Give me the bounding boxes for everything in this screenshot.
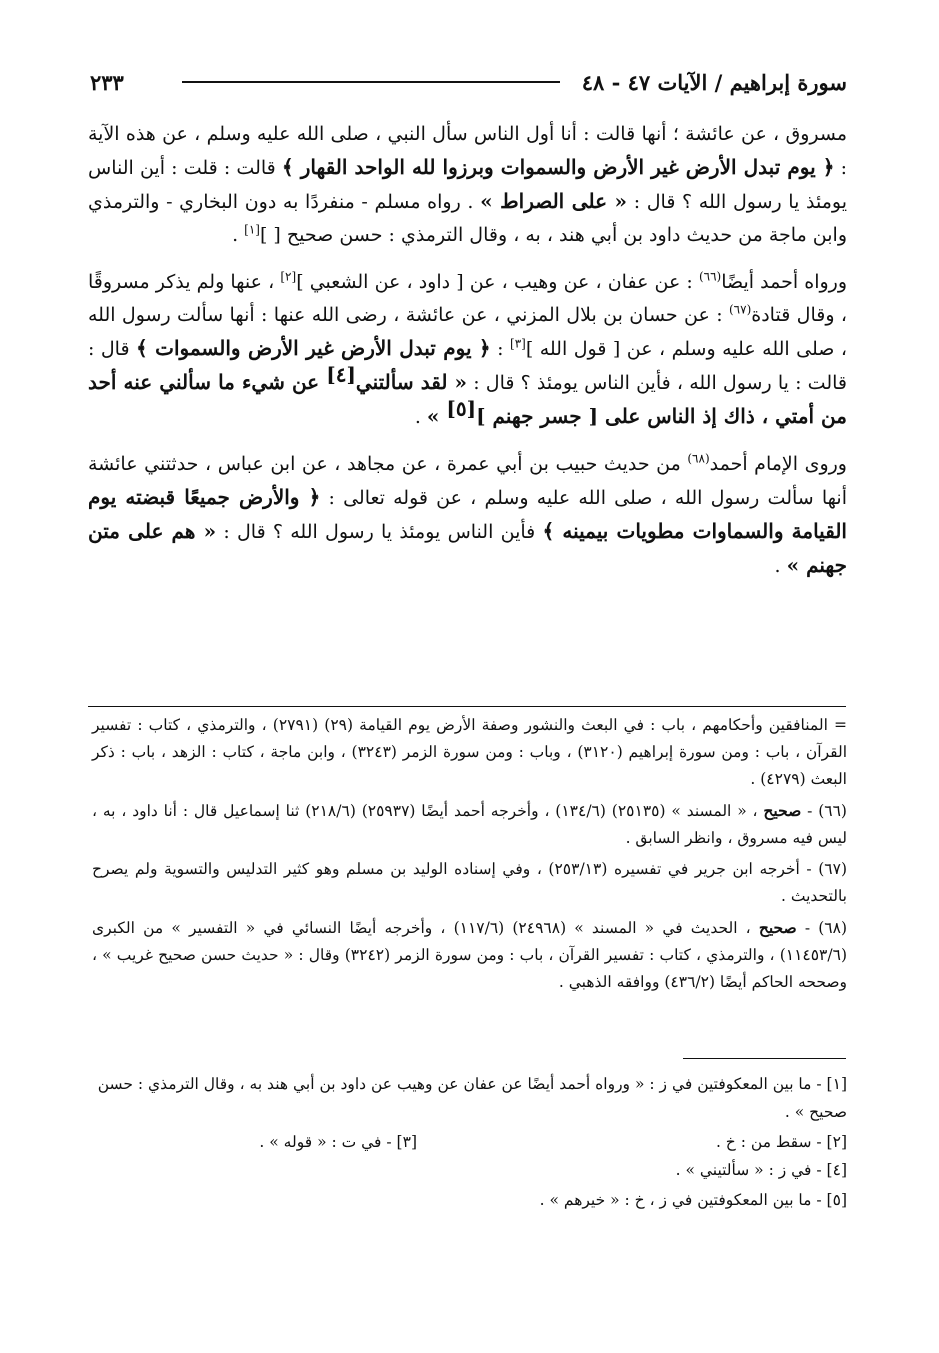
paragraph-3 [88, 448, 847, 583]
quran-quote: ﴿ يوم تبدل الأرض غير الأرض والسموات ﴾ [136, 336, 491, 360]
main-text [88, 118, 847, 597]
grade-label: صحيح [758, 918, 797, 937]
text-run: قالت : قلت : أين الناس يومئذ يا رسول الله ؟ قال : [88, 157, 847, 213]
variant-row [92, 1128, 847, 1156]
hadith-quote: « لقد سألتني [355, 370, 468, 394]
text-run: . [774, 555, 787, 577]
variant-ref: [٥] [446, 396, 477, 421]
quran-quote: ﴿ والأرض جميعًا قبضته يوم القيامة والسماوات مطويات بيمينه ﴾ [88, 485, 847, 543]
footnote-68 [92, 914, 847, 996]
paragraph-1 [88, 118, 847, 252]
footnote-67: (٦٧) - أخرجه ابن جرير في تفسيره (٢٥٣/١٣) ، وفي إسناده الوليد بن مسلم وهو كثير التدليس والتسوية ولم يصرح بالتحديث . [92, 860, 847, 905]
footnote-66 [92, 797, 847, 852]
text-run: : عن عفان ، عن وهيب ، عن [ داود ، عن الشعبي ] [296, 271, 699, 293]
footnote-continuation: = المنافقين وأحكامهم ، باب : في البعث والنشور وصفة الأرض يوم القيامة (٢٩) (٢٧٩١) ، والترمذي ، كتاب : تفسير القرآن ، باب : ومن سورة إبراهيم (٣١٢٠) ، وباب : ومن سورة الزمر (٣٢٤٣) ، وابن ماجة ، كتاب : الزهد ، باب : ذكر البعث (٤٢٧٩) . [92, 716, 847, 788]
text-run: ورواه أحمد أيضًا [721, 271, 847, 293]
footnote-ref: (٦٨) [687, 451, 710, 466]
text-run: ، عنها ولم يذكر مسروقًا ، وقال قتادة [88, 271, 847, 326]
footnote-text: ، الحديث في « المسند » (٢٤٩٦٨) (١١٧/٦) ، وأخرجه أيضًا النسائي في « التفسير » من الكبرى (١١٤٥٣/٦) ، والترمذي ، كتاب : تفسير القرآن ، باب : ومن سورة الزمر (٣٢٤٢) وقال : « حديث حسن صحيح غريب » ، وصححه الحاكم أيضًا (٤٣٦/٢) ووافقه الذهبي . [92, 919, 847, 991]
text-run: . رواه مسلم - منفردًا به دون البخاري - والترمذي وابن ماجة من حديث داود بن أبي هند ، به ، وقال الترمذي : حسن صحيح [ ] [88, 191, 847, 246]
hadith-quote: » [426, 404, 447, 428]
variant-ref: [٤] [326, 362, 356, 387]
header-rule [182, 81, 560, 83]
variant-4: [٤] - في ز : « سألتيني » . [675, 1161, 847, 1179]
variant-ref: [١] [244, 222, 260, 237]
running-header [90, 62, 847, 102]
header-title: سورة إبراهيم / الآيات ٤٧ - ٤٨ [581, 69, 847, 95]
variant-1: [١] - ما بين المعكوفتين في ز : « ورواه أحمد أيضًا عن عفان عن وهيب عن داود بن أبي هند به ، وقال الترمذي : حسن صحيح » . [97, 1075, 847, 1121]
manuscript-variants [92, 1070, 847, 1216]
variant-ref: [٢] [280, 269, 297, 284]
paragraph-2 [88, 266, 847, 434]
footnote-ref: (٦٦) [698, 269, 722, 284]
footnotes [92, 712, 847, 1000]
text-run: . [414, 406, 427, 428]
text-run: : [490, 338, 510, 360]
footnote-number: (٦٦) - [801, 802, 847, 820]
footnote-separator [88, 706, 846, 707]
text-run: قال : قالت : يا رسول الله ، فأين الناس يومئذ ؟ قال : [88, 338, 848, 394]
variant-ref: [٣] [510, 336, 526, 351]
hadith-quote: « هم على متن جهنم » [88, 519, 847, 577]
grade-label: صحيح [763, 801, 802, 820]
page-number: ٢٣٣ [90, 69, 124, 95]
variants-separator [683, 1058, 846, 1059]
variant-5: [٥] - ما بين المعكوفتين في ز ، خ : « خيرهم » . [539, 1191, 847, 1209]
footnote-number: (٦٨) - [796, 919, 847, 937]
footnote-text: ، « المسند » (٢٥١٣٥) (١٣٤/٦) ، وأخرجه أحمد أيضًا (٢٥٩٣٧) (٢١٨/٦) ثنا إسماعيل قال : أنا داود ، به ، ليس فيه مسروق ، وانظر السابق . [92, 802, 847, 847]
text-run: فأين الناس يومئذ يا رسول الله ؟ قال : [216, 521, 543, 543]
hadith-quote: « على الصراط » [480, 189, 628, 213]
text-run: . [232, 224, 245, 246]
text-run: من حديث حبيب بن أبي عمرة ، عن مجاهد ، عن ابن عباس ، حدثتني عائشة أنها سألت رسول الله ، صلى الله عليه وسلم ، عن قوله تعالى : [88, 453, 847, 509]
text-run: : عن حسان بن بلال المزني ، عن عائشة ، رضى الله عنها : أنها سألت رسول الله ، صلى الله عليه وسلم ، عن [ قول الله ] [88, 304, 847, 360]
text-run: وروى الإمام أحمد [709, 453, 847, 475]
text-run: مسروق ، عن عائشة ؛ أنها قالت : أنا أول الناس سأل النبي ، صلى الله عليه وسلم ، عن هذه الآية : [88, 123, 847, 179]
variant-3: [٣] - في ت : « قوله » . [259, 1133, 417, 1151]
quran-quote: ﴿ يوم تبدل الأرض غير الأرض والسموات وبرزوا لله الواحد القهار ﴾ [281, 155, 835, 179]
variant-2: [٢] - سقط من : خ . [715, 1133, 847, 1151]
hadith-quote: عن شيء ما سألني عنه أحد من أمتي ، ذاك إذ الناس على [ جسر جهنم ] [88, 370, 847, 428]
footnote-ref: (٦٧) [728, 302, 752, 317]
